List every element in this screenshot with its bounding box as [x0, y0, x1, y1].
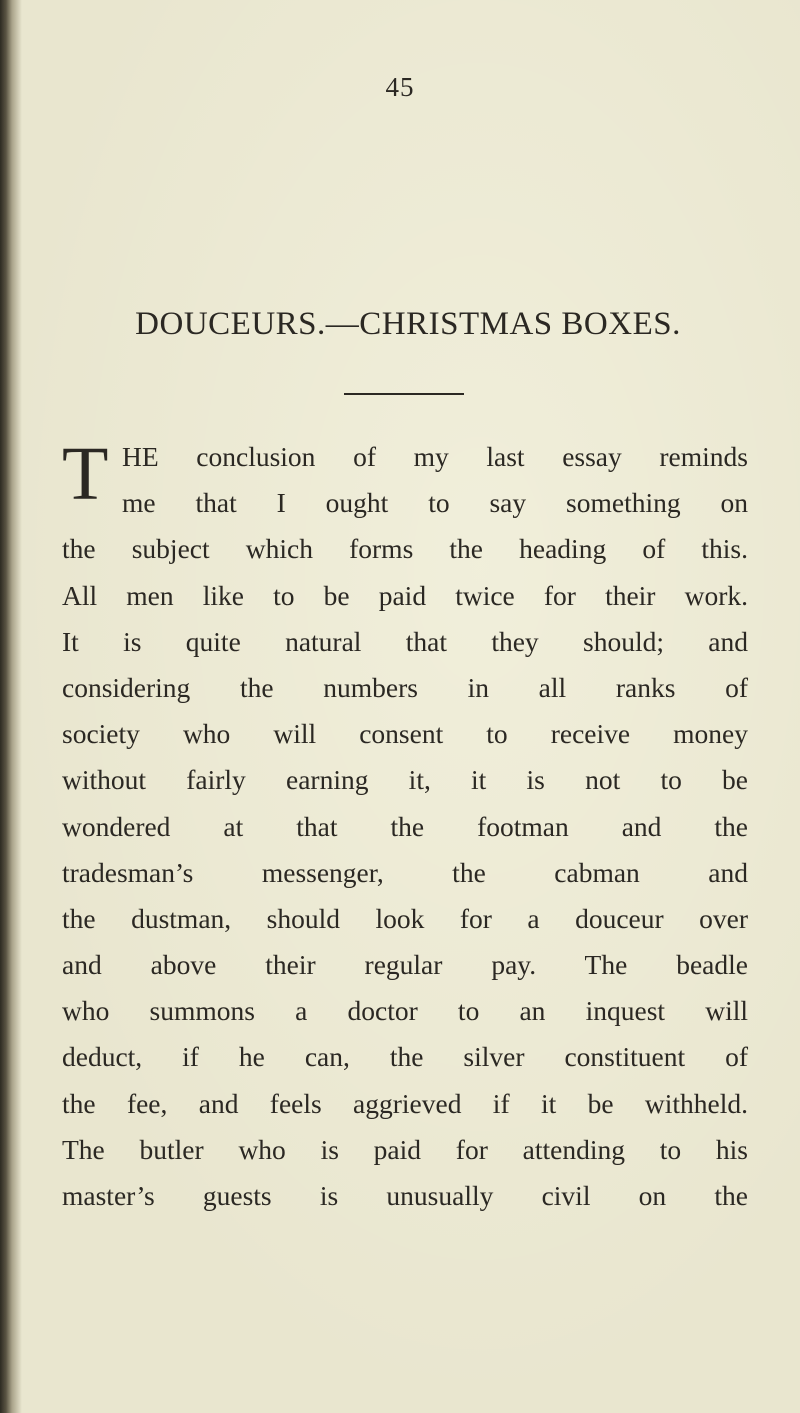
- drop-cap: T: [62, 432, 109, 516]
- text-line: wondered at that the footman and the: [62, 810, 748, 842]
- text-line: and above their regular pay. The beadle: [62, 949, 748, 981]
- text-line: tradesman’s messenger, the cabman and: [62, 856, 748, 888]
- text-line: the subject which forms the heading of this.: [62, 533, 748, 565]
- binding-gutter: [0, 0, 22, 1413]
- text-line: who summons a doctor to an inquest will: [62, 995, 748, 1027]
- page-number: 45: [385, 72, 415, 102]
- text-line: The butler who is paid for attending to his: [62, 1133, 748, 1165]
- chapter-title: DOUCEURS.—CHRISTMAS BOXES.: [135, 306, 681, 342]
- text-line: considering the numbers in all ranks of: [62, 671, 748, 703]
- text-line: society who will consent to receive money: [62, 718, 748, 750]
- text-line: the dustman, should look for a douceur over: [62, 902, 748, 934]
- text-line: It is quite natural that they should; and: [62, 625, 748, 657]
- text-line: HE conclusion of my last essay reminds: [122, 441, 748, 472]
- text-line: the fee, and feels aggrieved if it be withheld.: [62, 1087, 748, 1119]
- title-divider: [344, 393, 464, 395]
- text-line: All men like to be paid twice for their work.: [62, 579, 748, 611]
- text-line: deduct, if he can, the silver constituent of: [62, 1041, 748, 1073]
- text-line: me that I ought to say something on: [122, 487, 748, 519]
- text-line: without fairly earning it, it is not to be: [62, 764, 748, 796]
- body-paragraph: [62, 434, 748, 1219]
- text-line: master’s guests is unusually civil on the: [62, 1180, 748, 1211]
